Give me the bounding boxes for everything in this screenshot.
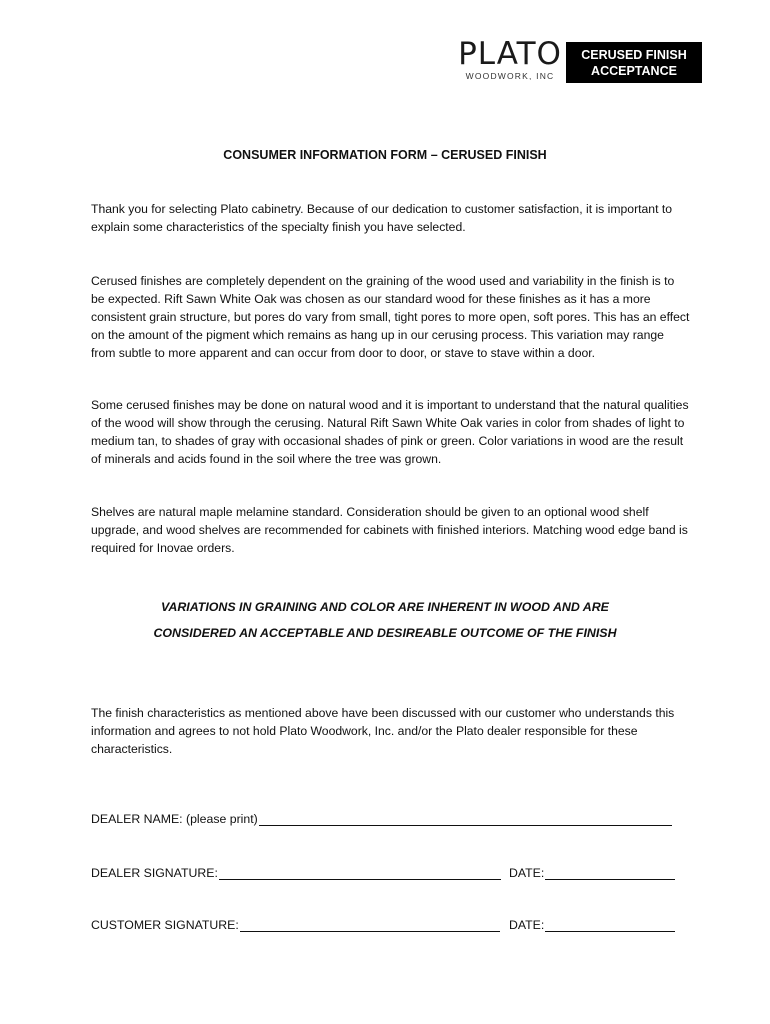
logo-name: PLATO bbox=[458, 36, 562, 72]
plato-logo bbox=[456, 38, 564, 81]
paragraph-natural-wood: Some cerused finishes may be done on natural wood and it is important to understand that the natural qualities of the wood will show through the cerusing. Natural Rift Sawn White Oak varies in color from shades of light to medium tan, to shades of gray with occasional shades of pink or green. Color variations in wood are the result of minerals and acids found in the soil where the tree was grown. bbox=[91, 398, 689, 466]
notice-line-2: CONSIDERED AN ACCEPTABLE AND DESIREABLE OUTCOME OF THE FINISH bbox=[153, 626, 617, 640]
dealer-signature-row bbox=[91, 866, 501, 880]
dealer-name-row bbox=[91, 812, 672, 826]
customer-date-label: DATE: bbox=[509, 918, 545, 932]
customer-signature-label: CUSTOMER SIGNATURE: bbox=[91, 918, 239, 932]
dealer-signature-field[interactable] bbox=[219, 867, 501, 880]
dealer-date-label: DATE: bbox=[509, 866, 545, 880]
paragraph-shelves: Shelves are natural maple melamine standard. Consideration should be given to an optional wood shelf upgrade, and wood shelves are recommended for cabinets with finished interiors. Matching wood edge band is required for Inovae orders. bbox=[91, 505, 688, 555]
badge-line-2: ACCEPTANCE bbox=[591, 63, 677, 78]
customer-date-row bbox=[509, 918, 675, 932]
paragraph-cerused-finishes: Cerused finishes are completely dependent on the graining of the wood used and variability in the finish is to be expected. Rift Sawn White Oak was chosen as our standard wood for these finishes as it has a more consistent grain structure, but pores do vary from small, tight pores to more open, soft pores. This has an effect on the amount of the pigment which remains as hang up in our cerusing process. This variation may range from subtle to more apparent and can occur from door to door, or stave to stave within a door. bbox=[91, 274, 690, 360]
customer-signature-field[interactable] bbox=[240, 919, 500, 932]
badge-line-1: CERUSED FINISH bbox=[581, 47, 687, 62]
dealer-name-field[interactable] bbox=[259, 813, 672, 826]
customer-signature-row bbox=[91, 918, 500, 932]
customer-date-field[interactable] bbox=[545, 919, 675, 932]
logo-subtitle: WOODWORK, INC bbox=[465, 71, 555, 81]
dealer-date-field[interactable] bbox=[545, 867, 675, 880]
paragraph-intro: Thank you for selecting Plato cabinetry. Because of our dedication to customer satisfaction, it is important to explain some characteristics of the specialty finish you have selected. bbox=[91, 202, 673, 234]
document-badge bbox=[566, 42, 702, 83]
dealer-date-row bbox=[509, 866, 675, 880]
dealer-name-label: DEALER NAME: (please print) bbox=[91, 812, 258, 826]
dealer-signature-label: DEALER SIGNATURE: bbox=[91, 866, 218, 880]
paragraph-acknowledgement: The finish characteristics as mentioned above have been discussed with our customer who understands this information and agrees to not hold Plato Woodwork, Inc. and/or the Plato dealer responsible for these characteristics. bbox=[91, 706, 675, 756]
notice-line-1: VARIATIONS IN GRAINING AND COLOR ARE INHERENT IN WOOD AND ARE bbox=[161, 600, 609, 614]
form-title: CONSUMER INFORMATION FORM – CERUSED FINISH bbox=[223, 148, 547, 162]
